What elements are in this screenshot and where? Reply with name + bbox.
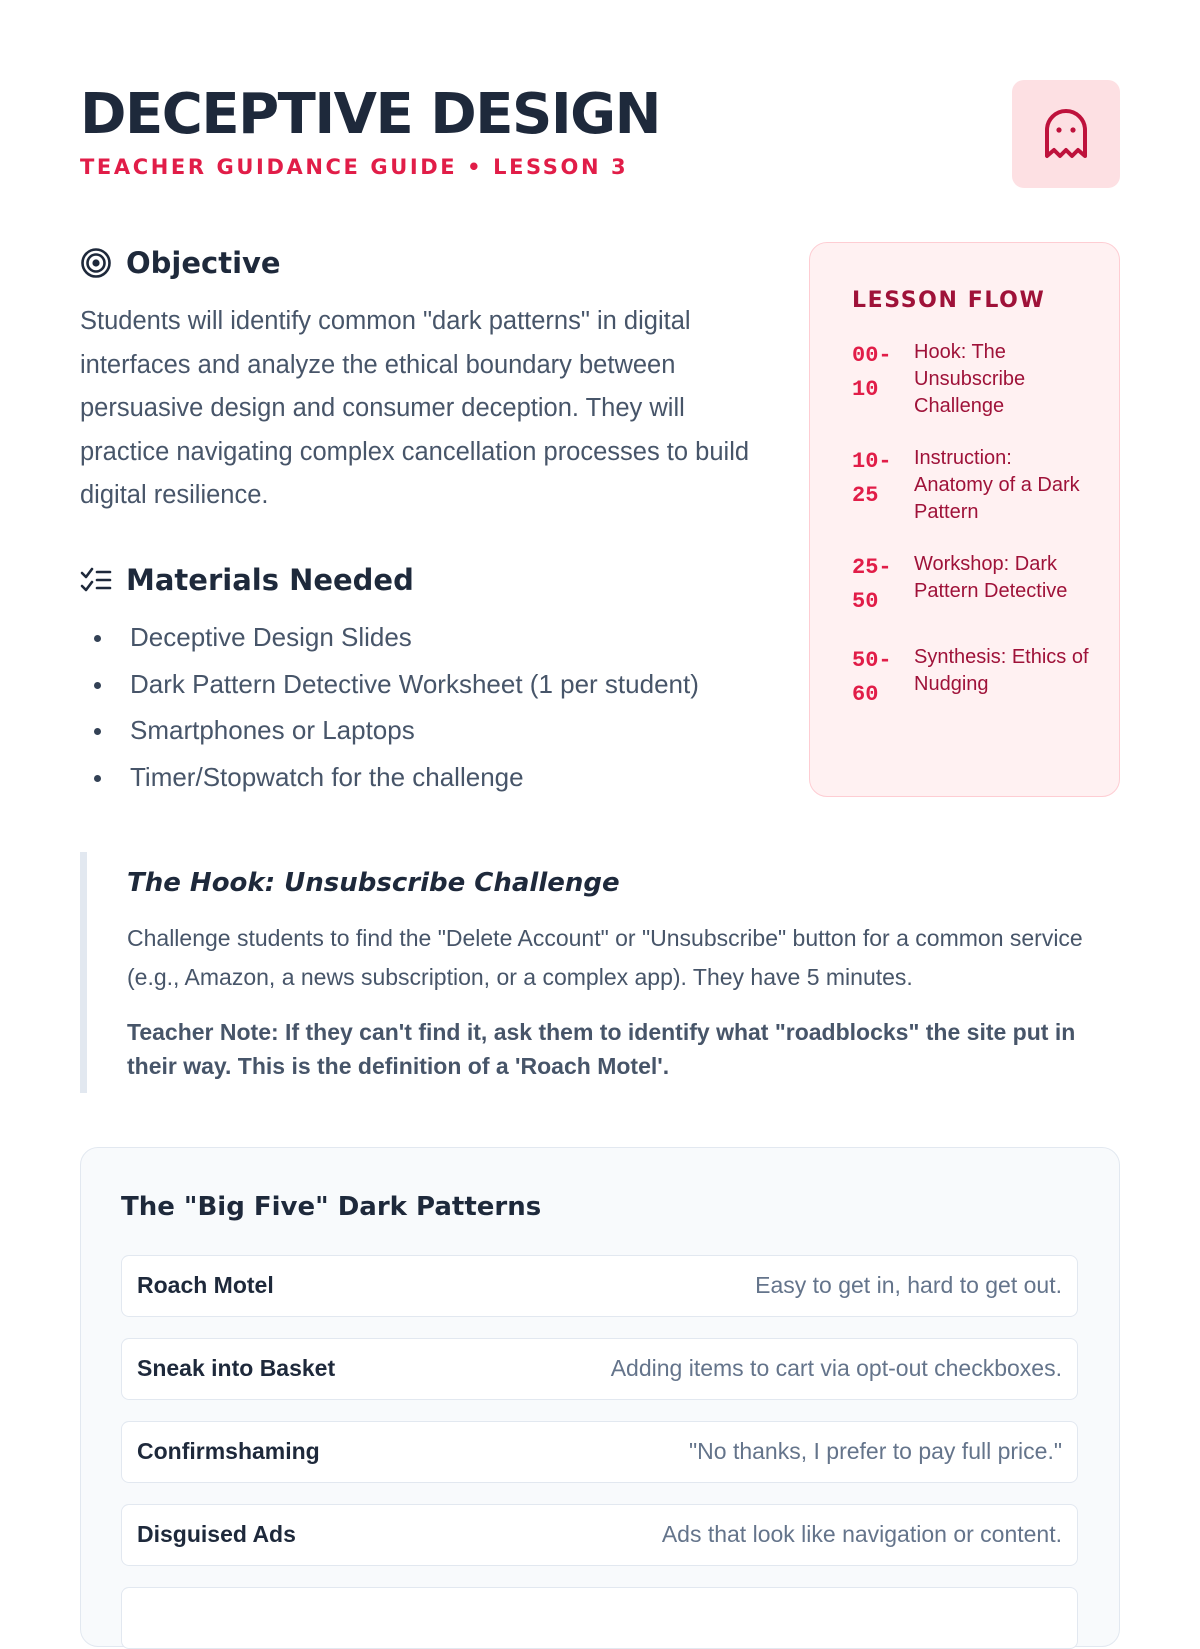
page-subtitle: TEACHER GUIDANCE GUIDE • LESSON 3 — [80, 155, 629, 179]
lesson-flow-time: 00-10 — [852, 343, 892, 402]
pattern-name: Confirmshaming — [137, 1438, 320, 1464]
objective-text: Students will identify common "dark patterns" in digital interfaces and analyze the ethical boundary between persuasive design and consumer deception. They will practice navigating complex cancellation processes to build digital resilience. — [80, 307, 750, 509]
materials-item: Dark Pattern Detective Worksheet (1 per student) — [80, 661, 800, 708]
pattern-description: Ads that look like navigation or content. — [661, 1521, 1062, 1547]
objective-heading — [80, 245, 281, 281]
lesson-flow-time: 10-25 — [852, 449, 892, 508]
pattern-name: Disguised Ads — [137, 1521, 296, 1547]
pattern-row — [121, 1421, 1078, 1483]
lesson-flow-title: LESSON FLOW — [852, 288, 1046, 313]
lesson-flow-label: Workshop: Dark Pattern Detective — [914, 553, 1068, 602]
ghost-icon-badge — [1012, 80, 1120, 188]
pattern-row — [121, 1504, 1078, 1566]
teacher-note: Teacher Note: If they can't find it, ask them to identify what "roadblocks" the site put in their way. This is the definition of a 'Roach Motel'. — [127, 1019, 1076, 1079]
pattern-row-partial — [121, 1587, 1078, 1649]
objective-heading-label: Objective — [126, 246, 281, 280]
hook-text: Challenge students to find the "Delete Account" or "Unsubscribe" button for a common service (e.g., Amazon, a news subscription, or a complex app). They have 5 minutes. — [127, 925, 1083, 990]
pattern-description: Adding items to cart via opt-out checkboxes. — [610, 1355, 1062, 1381]
pattern-description: Easy to get in, hard to get out. — [755, 1272, 1062, 1298]
dark-patterns-title: The "Big Five" Dark Patterns — [121, 1192, 542, 1222]
pattern-name: Sneak into Basket — [137, 1355, 336, 1381]
lesson-flow-time: 25-50 — [852, 555, 892, 614]
lesson-guide-page — [80, 0, 1120, 1600]
materials-item: Deceptive Design Slides — [80, 614, 800, 661]
lesson-flow-time: 50-60 — [852, 648, 892, 707]
materials-item: Timer/Stopwatch for the challenge — [80, 754, 800, 801]
checklist-icon — [80, 566, 112, 594]
dark-patterns-panel — [80, 1147, 1120, 1647]
materials-heading-label: Materials Needed — [126, 563, 414, 597]
page-header — [80, 80, 1120, 190]
lesson-flow-label: Synthesis: Ethics of Nudging — [914, 646, 1089, 695]
page-title: DECEPTIVE DESIGN — [80, 82, 660, 147]
materials-list — [80, 614, 800, 800]
lesson-flow-card — [809, 242, 1120, 797]
hook-title: The Hook: Unsubscribe Challenge — [127, 868, 620, 898]
pattern-row — [121, 1338, 1078, 1400]
pattern-description: "No thanks, I prefer to pay full price." — [689, 1438, 1062, 1464]
lesson-flow-label: Hook: The Unsubscribe Challenge — [914, 341, 1026, 417]
target-icon — [80, 247, 112, 279]
ghost-icon — [1043, 108, 1089, 160]
materials-item: Smartphones or Laptops — [80, 707, 800, 754]
pattern-name: Roach Motel — [137, 1272, 274, 1298]
hook-callout — [80, 852, 1120, 1093]
pattern-row — [121, 1255, 1078, 1317]
materials-heading — [80, 562, 414, 598]
lesson-flow-label: Instruction: Anatomy of a Dark Pattern — [914, 447, 1080, 523]
